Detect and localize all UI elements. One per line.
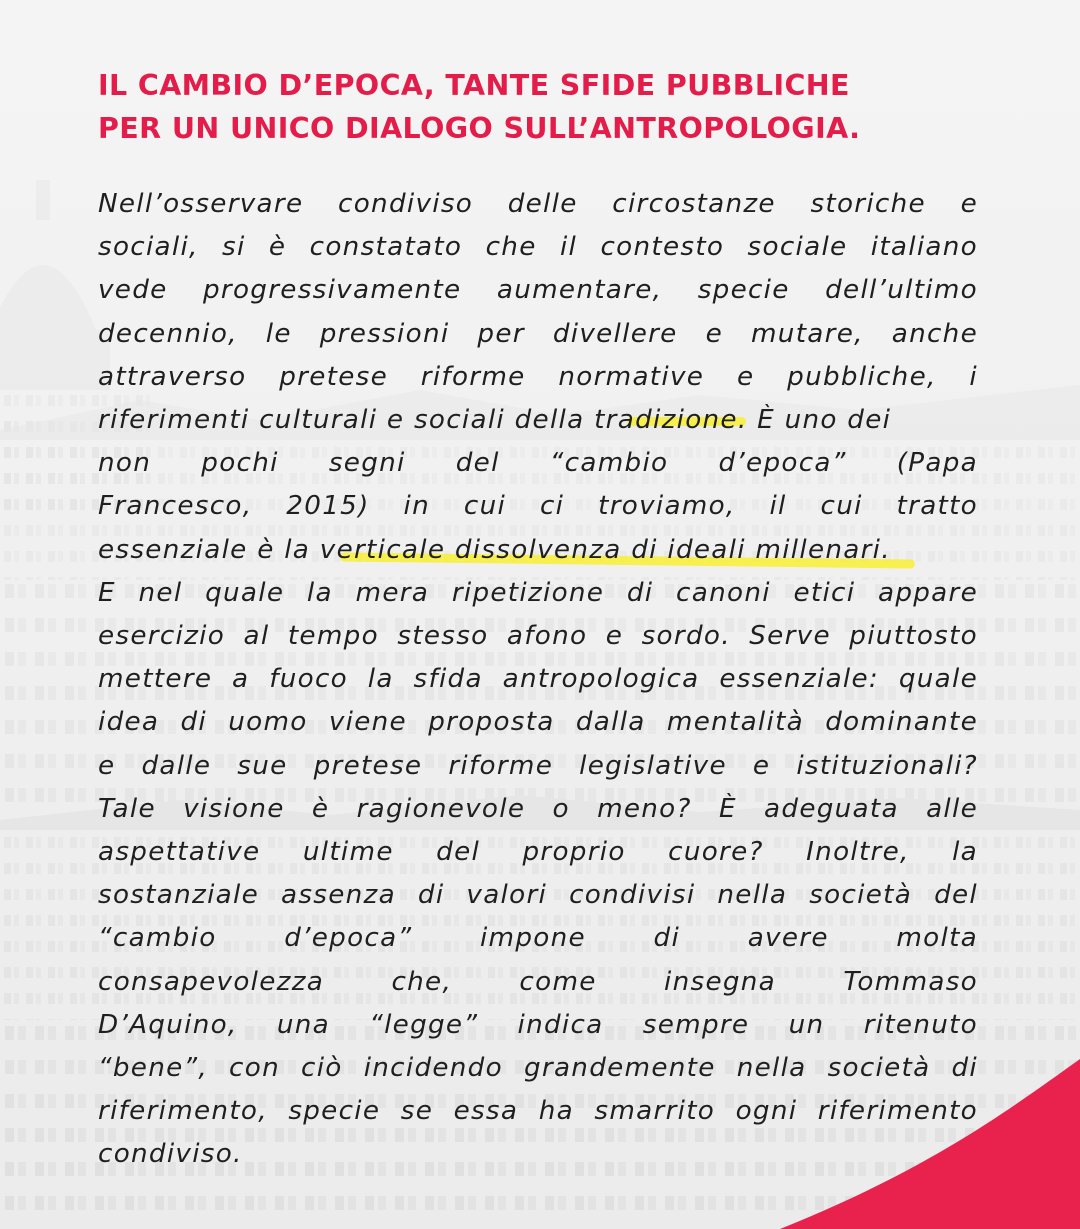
text-segment: essenziale è la ve <box>98 534 354 565</box>
title-line-2: PER UN UNICO DIALOGO SULL’ANTROPOLOGIA. <box>98 112 861 145</box>
text-line: aspettative ultime del proprio cuore? Inoltre, la <box>98 837 978 868</box>
text-line: decennio, le pressioni per divellere e mutare, anche <box>98 318 978 349</box>
text-line: e dalle sue pretese riforme legislative e istituzionali? <box>98 750 978 781</box>
highlighted-word: dizione <box>635 405 738 436</box>
text-line <box>98 529 978 572</box>
body-paragraph <box>98 183 978 1177</box>
text-line: Nell’osservare condiviso delle circostanze storiche e <box>98 189 978 219</box>
text-segment: . <box>881 534 891 565</box>
text-line: attraverso pretese riforme normative e pubbliche, i <box>98 361 978 392</box>
text-segment: riferimenti culturali e sociali della tra <box>98 405 636 436</box>
text-line: idea di uomo viene proposta dalla mentalità dominante <box>98 707 978 738</box>
text-line: riferimento, specie se essa ha smarrito ogni riferimento <box>98 1096 978 1127</box>
text-line: condiviso. <box>98 1139 243 1170</box>
text-line: sostanziale assenza di valori condivisi nella società del <box>98 880 978 911</box>
section-title <box>98 64 978 150</box>
text-line: consapevolezza che, come insegna Tommaso <box>98 966 978 997</box>
text-segment: . È uno dei <box>737 405 892 436</box>
text-line: Tale visione è ragionevole o meno? È adeguata alle <box>98 793 978 824</box>
text-line: non pochi segni del “cambio d’epoca” (Papa <box>98 448 978 479</box>
title-line-1: IL CAMBIO D’EPOCA, TANTE SFIDE PUBBLICHE <box>98 69 850 102</box>
article <box>98 64 978 1177</box>
text-line: D’Aquino, una “legge” indica sempre un ritenuto <box>98 1009 978 1040</box>
text-line: sociali, si è constatato che il contesto sociale italiano <box>98 232 978 263</box>
highlighted-phrase: rticale dissolvenza di ideali millenari <box>353 534 882 565</box>
text-line: “cambio d’epoca” impone di avere molta <box>98 923 978 954</box>
highlighted-text <box>635 405 738 435</box>
text-line: mettere a fuoco la sfida antropologica essenziale: quale <box>98 664 978 695</box>
text-line: esercizio al tempo stesso afono e sordo. Serve piuttosto <box>98 621 978 652</box>
text-line: vede progressivamente aumentare, specie dell’ultimo <box>98 275 978 306</box>
highlighted-text <box>354 535 881 565</box>
text-line: E nel quale la mera ripetizione di canoni etici appare <box>98 577 978 608</box>
text-line: Francesco, 2015) in cui ci troviamo, il cui tratto <box>98 491 978 522</box>
text-line: “bene”, con ciò incidendo grandemente nella società di <box>98 1053 978 1084</box>
text-line <box>98 399 978 442</box>
